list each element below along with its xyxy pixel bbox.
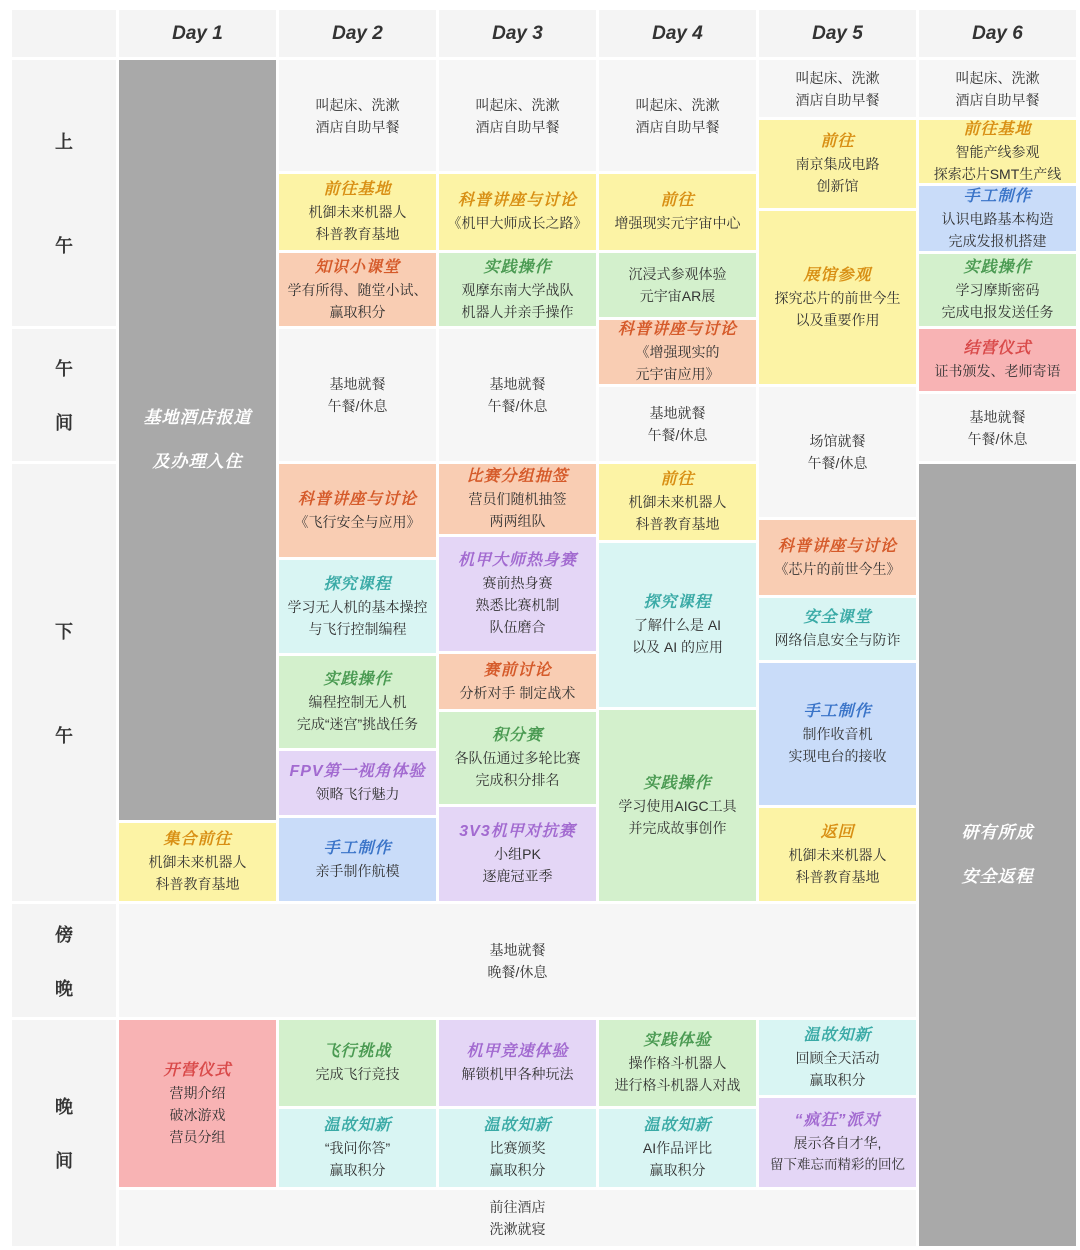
d2-base-line1: 机御未来机器人	[308, 204, 407, 220]
period-dusk-char2: 晚	[55, 978, 73, 999]
d2-review-title: 温故知新	[323, 1117, 392, 1134]
d4-lecture-block	[599, 320, 756, 384]
d5-go-block	[759, 120, 916, 208]
d2-flight-title: 飞行挑战	[323, 1043, 392, 1060]
period-afternoon-char1: 下	[55, 621, 73, 642]
d5-visit-title: 展馆参观	[803, 266, 872, 284]
d3-lecture-line1: 《机甲大师成长之路》	[447, 215, 588, 231]
d3-warmup-line3: 队伍磨合	[489, 619, 546, 635]
d2-fpv-line1: 领略飞行魅力	[315, 786, 400, 802]
period-morning-char1: 上	[55, 132, 73, 152]
d5-return-line1: 机御未来机器人	[788, 846, 887, 863]
d3-discuss-block	[439, 654, 596, 709]
d6-closing-line1: 证书颁发、老师寄语	[934, 363, 1061, 379]
period-noon-char1: 午	[55, 359, 73, 379]
night-block	[119, 1190, 916, 1246]
d4-ar-block	[599, 253, 756, 317]
d4-lecture-line2: 元宇宙应用》	[635, 366, 720, 382]
d2-explore-block	[279, 560, 436, 653]
d2-breakfast-line1: 叫起床、洗漱	[315, 96, 400, 113]
night-line2: 洗漱就寝	[489, 1221, 546, 1237]
d3-breakfast-line2: 酒店自助早餐	[475, 118, 560, 135]
d3-race-block	[439, 1020, 596, 1106]
d4-lunch-block	[599, 387, 756, 461]
d4-fight-line2: 进行格斗机器人对战	[614, 1077, 741, 1093]
d5-visit-line1: 探究芯片的前世今生	[774, 289, 901, 306]
d2-handmade-block	[279, 818, 436, 901]
d1-opening-line1: 营期介绍	[169, 1084, 226, 1101]
d6-base-line1: 智能产线参观	[955, 143, 1040, 160]
d5-review-line2: 赢取积分	[809, 1071, 866, 1088]
d2-explore-line2: 与飞行控制编程	[308, 620, 407, 637]
d4-review-title: 温故知新	[643, 1117, 712, 1134]
d1-opening-block	[119, 1020, 276, 1187]
d3-review-line2: 赢取积分	[489, 1162, 546, 1178]
d5-party-line2: 留下难忘而精彩的回忆	[770, 1156, 905, 1172]
d3-breakfast-block	[439, 60, 596, 171]
d3-race-title: 机甲竞速体验	[466, 1043, 569, 1060]
d1-opening-title: 开营仪式	[163, 1061, 232, 1079]
d3-lunch-line1: 基地就餐	[489, 376, 546, 392]
d6-base-title: 前往基地	[963, 120, 1032, 138]
d3-practice-block	[439, 253, 596, 326]
d3-warmup-line1: 赛前热身赛	[482, 575, 553, 591]
d5-go-line2: 创新馆	[816, 178, 859, 194]
d2-knowledge-title: 知识小课堂	[314, 258, 400, 276]
d2-lecture-block	[279, 464, 436, 557]
d2-lunch-line1: 基地就餐	[329, 376, 386, 392]
d4-fight-line1: 操作格斗机器人	[628, 1055, 727, 1071]
d1-checkin-title2: 及办理入住	[152, 452, 243, 471]
d5-lunch-line1: 场馆就餐	[809, 433, 866, 449]
header-day1: Day 1	[119, 10, 276, 57]
d4-go-line1: 增强现实元宇宙中心	[614, 215, 741, 231]
d2-explore-line1: 学习无人机的基本操控	[287, 598, 428, 615]
d3-3v3-line2: 逐鹿冠亚季	[482, 868, 553, 884]
d5-handmade-line2: 实现电台的接收	[788, 748, 887, 764]
d1-checkin-block	[119, 60, 276, 820]
d6-handmade-line1: 认识电路基本构造	[941, 210, 1054, 227]
d3-breakfast-line1: 叫起床、洗漱	[475, 96, 560, 113]
d5-return-block	[759, 808, 916, 901]
d4-lecture-title: 科普讲座与讨论	[617, 321, 737, 338]
d6-practice-line2: 完成电报发送任务	[941, 304, 1054, 320]
d4-explore-block	[599, 543, 756, 707]
d2-review-block	[279, 1109, 436, 1187]
d4-ar-line2: 元宇宙AR展	[639, 288, 716, 304]
d3-points-line1: 各队伍通过多轮比赛	[454, 750, 581, 766]
d5-breakfast-line2: 酒店自助早餐	[795, 91, 880, 108]
d4-explore-title: 探究课程	[643, 594, 712, 611]
d2-flight-line1: 完成飞行竞技	[315, 1066, 400, 1082]
d2-breakfast-block	[279, 60, 436, 171]
d6-handmade-line2: 完成发报机搭建	[948, 232, 1047, 249]
d3-review-block	[439, 1109, 596, 1187]
d6-return-block	[919, 464, 1076, 1246]
d4-breakfast-block	[599, 60, 756, 171]
d3-draw-line2: 两两组队	[489, 513, 546, 529]
d2-base-block	[279, 174, 436, 250]
d6-practice-title: 实践操作	[963, 259, 1032, 276]
d4-go-title: 前往	[660, 192, 695, 209]
d2-lecture-title: 科普讲座与讨论	[297, 490, 417, 508]
d2-practice-block	[279, 656, 436, 748]
d3-3v3-line1: 小组PK	[494, 846, 541, 862]
d5-party-block	[759, 1098, 916, 1187]
period-afternoon-char2: 午	[55, 725, 73, 746]
d2-knowledge-line1: 学有所得、随堂小试、	[287, 281, 428, 298]
d4-practice-line1: 学习使用AIGC工具	[618, 797, 737, 814]
d2-practice-line1: 编程控制无人机	[308, 694, 407, 710]
d2-explore-title: 探究课程	[323, 575, 392, 593]
d6-breakfast-line1: 叫起床、洗漱	[955, 69, 1040, 86]
d5-return-title: 返回	[820, 823, 855, 841]
d3-points-block	[439, 712, 596, 804]
corner-cell	[12, 10, 116, 57]
d2-lecture-line1: 《飞行安全与应用》	[294, 513, 421, 530]
d4-fight-title: 实践体验	[643, 1032, 712, 1049]
d4-go-block	[599, 174, 756, 250]
d5-lecture-title: 科普讲座与讨论	[777, 537, 897, 555]
d3-lecture-title: 科普讲座与讨论	[457, 192, 577, 209]
d3-lunch-line2: 午餐/休息	[487, 398, 548, 414]
d5-lunch-block	[759, 387, 916, 517]
d5-security-block	[759, 598, 916, 660]
d4-practice-block	[599, 710, 756, 901]
d6-breakfast-line2: 酒店自助早餐	[955, 91, 1040, 108]
header-day3: Day 3	[439, 10, 596, 57]
d6-practice-line1: 学习摩斯密码	[955, 282, 1040, 298]
d4-practice-title: 实践操作	[643, 774, 712, 792]
d3-review-title: 温故知新	[483, 1117, 552, 1134]
d5-handmade-line1: 制作收音机	[802, 726, 873, 742]
d5-handmade-block	[759, 663, 916, 805]
d2-review-line2: 赢取积分	[329, 1162, 386, 1178]
d3-warmup-title: 机甲大师热身赛	[457, 552, 577, 569]
d1-opening-line3: 营员分组	[169, 1128, 226, 1145]
period-evening	[12, 1020, 116, 1246]
d3-practice-line1: 观摩东南大学战队	[461, 281, 574, 298]
d5-return-line2: 科普教育基地	[795, 868, 880, 885]
d3-draw-title: 比赛分组抽签	[466, 468, 569, 485]
d3-warmup-line2: 熟悉比赛机制	[475, 597, 560, 613]
d3-draw-line1: 营员们随机抽签	[468, 491, 567, 507]
d2-fpv-block	[279, 751, 436, 815]
d2-handmade-line1: 亲手制作航模	[315, 862, 400, 879]
d4-explore-line2: 以及 AI 的应用	[631, 639, 723, 655]
d3-3v3-title: 3V3机甲对抗赛	[459, 823, 576, 840]
d1-gather-block	[119, 823, 276, 901]
d4-review-line2: 赢取积分	[649, 1162, 706, 1178]
d3-warmup-block	[439, 537, 596, 651]
d2-knowledge-block	[279, 253, 436, 326]
d3-points-title: 积分赛	[491, 727, 543, 744]
d3-points-line2: 完成积分排名	[475, 772, 560, 788]
d2-breakfast-line2: 酒店自助早餐	[315, 118, 400, 135]
d2-handmade-title: 手工制作	[323, 839, 392, 857]
d5-review-title: 温故知新	[803, 1026, 872, 1044]
d2-fpv-title: FPV第一视角体验	[289, 763, 426, 780]
d4-base-line2: 科普教育基地	[635, 516, 720, 532]
d6-handmade-title: 手工制作	[963, 187, 1032, 205]
period-evening-char2: 间	[55, 1151, 73, 1171]
d1-gather-line1: 机御未来机器人	[148, 854, 247, 870]
period-noon	[12, 329, 116, 461]
d6-closing-block	[919, 329, 1076, 391]
d6-base-block	[919, 120, 1076, 183]
d5-lecture-block	[759, 520, 916, 595]
d3-discuss-title: 赛前讨论	[483, 661, 552, 679]
d4-base-line1: 机御未来机器人	[628, 494, 727, 510]
d5-breakfast-line1: 叫起床、洗漱	[795, 69, 880, 86]
d6-lunch-block	[919, 394, 1076, 461]
d2-practice-line2: 完成“迷宫”挑战任务	[296, 716, 419, 732]
d6-return-title: 研有所成	[961, 823, 1034, 842]
d5-go-line1: 南京集成电路	[795, 156, 880, 172]
d4-breakfast-line2: 酒店自助早餐	[635, 118, 720, 135]
header-day6: Day 6	[919, 10, 1076, 57]
d1-checkin-title: 基地酒店报道	[143, 408, 252, 427]
d5-go-title: 前往	[820, 133, 855, 150]
d5-lunch-line2: 午餐/休息	[807, 455, 868, 471]
d6-practice-block	[919, 254, 1076, 326]
d5-breakfast-block	[759, 60, 916, 117]
period-dusk-char1: 傍	[55, 924, 73, 945]
d1-gather-title: 集合前往	[163, 831, 232, 848]
d2-lunch-line2: 午餐/休息	[327, 398, 388, 414]
d5-visit-line2: 以及重要作用	[795, 311, 880, 328]
d5-lecture-line1: 《芯片的前世今生》	[774, 560, 901, 577]
d4-base-block	[599, 464, 756, 540]
d4-practice-line2: 并完成故事创作	[628, 819, 727, 836]
d6-lunch-line2: 午餐/休息	[967, 430, 1028, 447]
header-day2: Day 2	[279, 10, 436, 57]
period-afternoon	[12, 464, 116, 901]
d2-practice-title: 实践操作	[323, 671, 392, 688]
d2-lunch-block	[279, 329, 436, 461]
d5-party-title: “疯狂”派对	[794, 1111, 881, 1129]
d4-ar-line1: 沉浸式参观体验	[628, 266, 727, 282]
header-day5: Day 5	[759, 10, 916, 57]
d3-lunch-block	[439, 329, 596, 461]
d6-closing-title: 结营仪式	[963, 340, 1032, 357]
d3-discuss-line1: 分析对手 制定战术	[459, 684, 576, 701]
dinner-block	[119, 904, 916, 1017]
d3-3v3-block	[439, 807, 596, 901]
d6-handmade-block	[919, 186, 1076, 251]
header-day4: Day 4	[599, 10, 756, 57]
d4-review-block	[599, 1109, 756, 1187]
d3-practice-title: 实践操作	[483, 258, 552, 276]
d5-security-title: 安全课堂	[803, 609, 872, 626]
d4-lecture-line1: 《增强现实的	[635, 344, 720, 360]
d4-breakfast-line1: 叫起床、洗漱	[635, 96, 720, 113]
period-noon-char2: 间	[55, 413, 73, 433]
d5-review-block	[759, 1020, 916, 1095]
d3-lecture-block	[439, 174, 596, 250]
d3-practice-line2: 机器人并亲手操作	[461, 303, 574, 320]
dinner-line1: 基地就餐	[489, 941, 546, 958]
d4-lunch-line2: 午餐/休息	[647, 427, 708, 443]
d1-gather-line2: 科普教育基地	[155, 876, 240, 892]
d3-review-line1: 比赛颁奖	[489, 1140, 546, 1156]
d2-review-line1: “我问你答”	[324, 1140, 391, 1156]
d4-review-line1: AI作品评比	[642, 1140, 713, 1156]
d6-base-line2: 探索芯片SMT生产线	[933, 165, 1062, 182]
d4-lunch-line1: 基地就餐	[649, 405, 706, 421]
d6-breakfast-block	[919, 60, 1076, 117]
dinner-line2: 晚餐/休息	[487, 963, 548, 980]
d2-base-title: 前往基地	[323, 181, 392, 198]
night-line1: 前往酒店	[489, 1199, 546, 1215]
d2-knowledge-line2: 赢取积分	[329, 303, 386, 320]
period-evening-char1: 晚	[55, 1097, 73, 1117]
d4-base-title: 前往	[660, 471, 695, 488]
period-morning	[12, 60, 116, 326]
d5-visit-block	[759, 211, 916, 384]
d3-draw-block	[439, 464, 596, 534]
period-dusk	[12, 904, 116, 1017]
d2-flight-block	[279, 1020, 436, 1106]
d1-opening-line2: 破冰游戏	[169, 1106, 226, 1123]
period-morning-char2: 午	[55, 236, 73, 256]
d6-return-title2: 安全返程	[961, 867, 1034, 886]
d5-review-line1: 回顾全天活动	[795, 1049, 880, 1066]
d3-race-line1: 解锁机甲各种玩法	[461, 1066, 574, 1082]
d5-handmade-title: 手工制作	[803, 703, 872, 720]
d4-fight-block	[599, 1020, 756, 1106]
d2-base-line2: 科普教育基地	[315, 226, 400, 242]
d6-lunch-line1: 基地就餐	[969, 408, 1026, 425]
d4-explore-line1: 了解什么是 AI	[633, 617, 722, 633]
d5-party-line1: 展示各自才华,	[793, 1134, 882, 1151]
d5-security-line1: 网络信息安全与防诈	[774, 632, 901, 648]
